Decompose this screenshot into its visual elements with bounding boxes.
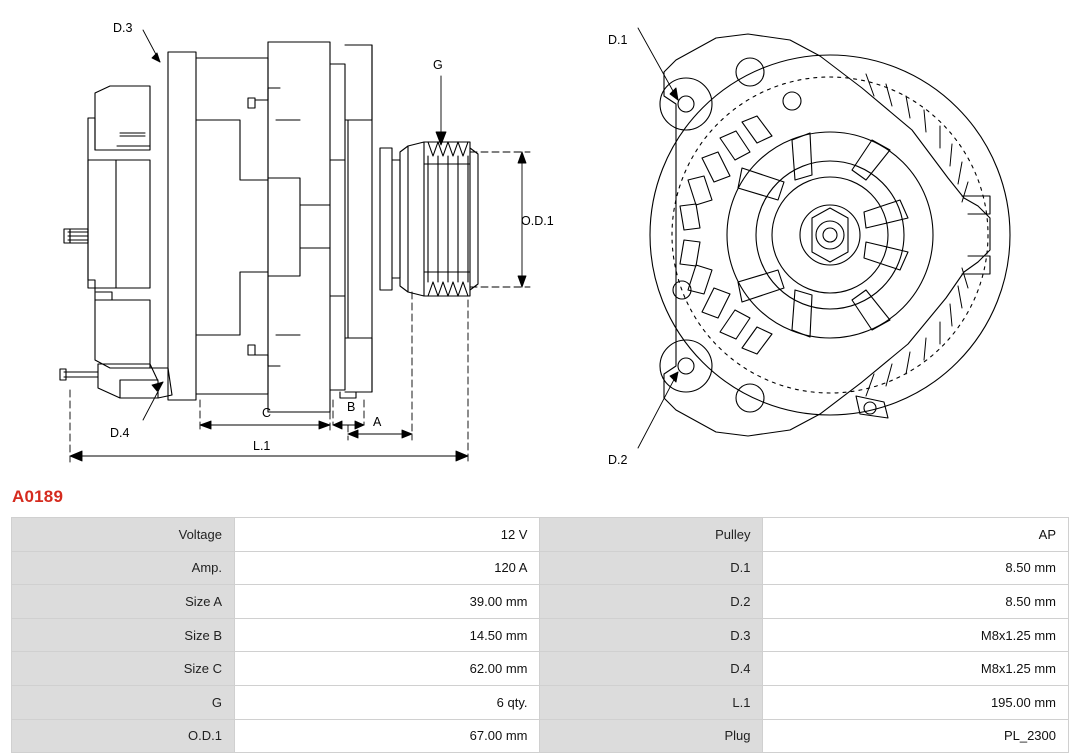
spec-value: 6 qty. — [235, 685, 540, 719]
label-d2: D.2 — [608, 453, 628, 467]
spec-label: Size C — [12, 652, 235, 686]
part-number: A0189 — [12, 487, 64, 506]
specification-table — [11, 517, 1069, 753]
spec-label: Plug — [540, 719, 763, 753]
label-c: C — [262, 406, 272, 420]
spec-label: Size A — [12, 585, 235, 619]
spec-label: D.4 — [540, 652, 763, 686]
spec-value: 39.00 mm — [235, 585, 540, 619]
label-d1: D.1 — [608, 33, 628, 47]
spec-value: 8.50 mm — [763, 551, 1069, 585]
spec-label: Size B — [12, 618, 235, 652]
alternator-side-view — [60, 42, 478, 412]
label-g: G — [433, 58, 443, 72]
label-b: B — [347, 400, 356, 414]
label-d3: D.3 — [113, 21, 133, 35]
table-row — [12, 518, 1069, 552]
spec-label: Pulley — [540, 518, 763, 552]
spec-value: 120 A — [235, 551, 540, 585]
spec-value: M8x1.25 mm — [763, 618, 1069, 652]
front-view-dimensions — [638, 28, 678, 448]
spec-label: Voltage — [12, 518, 235, 552]
table-row — [12, 618, 1069, 652]
spec-value: 195.00 mm — [763, 685, 1069, 719]
spec-value: 12 V — [235, 518, 540, 552]
alternator-front-view — [650, 34, 1010, 436]
table-row — [12, 551, 1069, 585]
spec-label: D.2 — [540, 585, 763, 619]
label-a: A — [373, 415, 382, 429]
spec-value: PL_2300 — [763, 719, 1069, 753]
spec-value: 14.50 mm — [235, 618, 540, 652]
spec-label: G — [12, 685, 235, 719]
label-d4: D.4 — [110, 426, 130, 440]
spec-value: 67.00 mm — [235, 719, 540, 753]
spec-label: Amp. — [12, 551, 235, 585]
spec-label: D.3 — [540, 618, 763, 652]
spec-label: D.1 — [540, 551, 763, 585]
spec-label: L.1 — [540, 685, 763, 719]
spec-label: O.D.1 — [12, 719, 235, 753]
table-row — [12, 585, 1069, 619]
spec-value: 8.50 mm — [763, 585, 1069, 619]
spec-value: 62.00 mm — [235, 652, 540, 686]
table-row — [12, 719, 1069, 753]
table-row — [12, 685, 1069, 719]
spec-value: M8x1.25 mm — [763, 652, 1069, 686]
label-od1: O.D.1 — [521, 214, 554, 228]
table-row — [12, 652, 1069, 686]
label-l1: L.1 — [253, 439, 271, 453]
spec-value: AP — [763, 518, 1069, 552]
